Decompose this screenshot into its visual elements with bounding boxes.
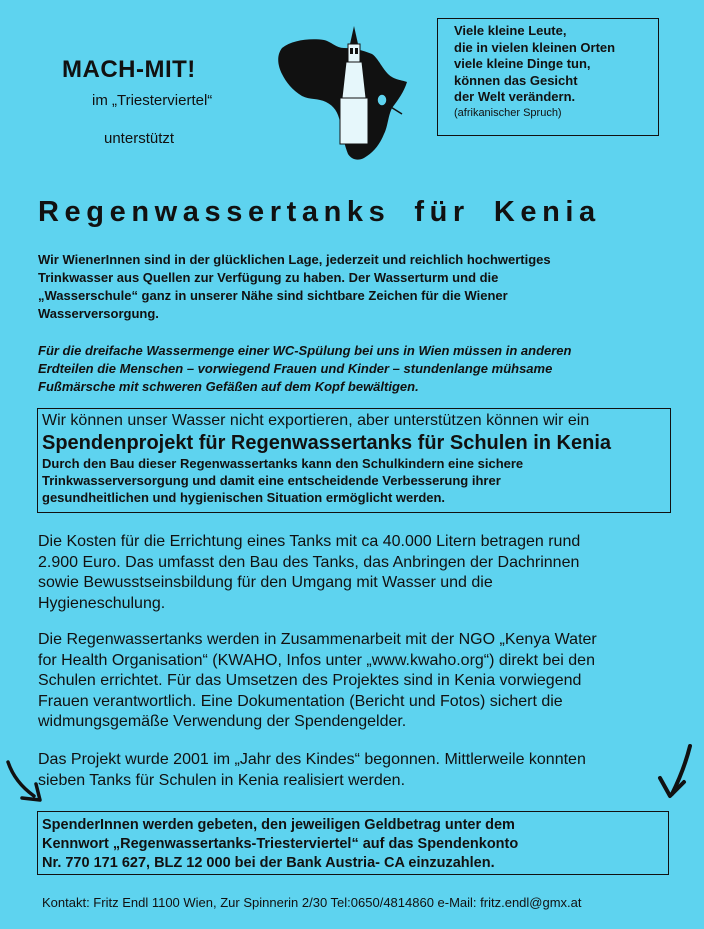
text-line: Erdteilen die Menschen – vorwiegend Frauen und Kinder – stundenlange mühsame [38,361,553,376]
text-line: Durch den Bau dieser Regenwassertanks kann den Schulkindern eine sichere [42,456,524,471]
text-line: Fußmärsche mit schweren Gefäßen auf dem Kopf bewältigen. [38,379,419,394]
text-line: „Wasserschule“ ganz in unserer Nähe sind sichtbare Zeichen für die Wiener [38,288,508,303]
project-box [37,408,671,513]
quote-line: Viele kleine Leute, [454,23,567,38]
tower-top [350,26,358,44]
text-line: Trinkwasserversorgung und damit eine entscheidende Verbesserung ihrer [42,473,501,488]
text-line: Schulen errichtet. Für das Umsetzen des Projektes sind in Kenia vorwiegend [38,672,582,689]
ngo-paragraph [38,630,597,733]
quote-line: die in vielen kleinen Orten [454,39,616,55]
text-line: gesundheitlichen und hygienischen Situation ermöglicht werden. [42,490,446,505]
quote-line: viele kleine Dinge tun, [454,56,591,71]
text-line: Frauen verantwortlich. Eine Dokumentation (Bericht und Fotos) sichert die [38,692,563,710]
arrow-down-icon [652,742,696,800]
text-line: 2.900 Euro. Das umfasst den Bau des Tanks, das Anbringen der Dachrinnen [38,553,580,571]
project-description [42,455,670,506]
text-line: for Health Organisation“ (KWAHO, Infos unter „www.kwaho.org“) direkt bei den [38,651,595,669]
intro-paragraph [38,251,551,323]
text-line: Trinkwasser aus Quellen zur Verfügung zu haben. Der Wasserturm und die [38,270,499,285]
quote-box [437,18,659,136]
donation-box [37,811,669,875]
text-line: SpenderInnen werden gebeten, den jeweiligen Geldbetrag unter dem [42,817,515,833]
title-word: Regenwassertanks [38,196,391,228]
project-heading: Spendenprojekt für Regenwassertanks für Schulen in Kenia [42,432,612,454]
title-word: Kenia [493,196,601,228]
quote-source: (afrikanischer Spruch) [454,106,562,119]
quote-line: der Welt verändern. [454,89,576,104]
africa-map-icon [262,18,412,163]
text-line: sowie Bewusstseinsbildung für den Umgang mit Wasser und die [38,574,493,591]
project-intro-line: Wir können unser Wasser nicht exportieren, aber unterstützen können wir ein [42,412,590,429]
arrow-down-right-icon [4,760,44,802]
title-word: für [414,196,470,228]
text-line: Das Projekt wurde 2001 im „Jahr des Kindes“ begonnen. Mittlerweile konnten [38,751,586,768]
history-paragraph [38,750,586,791]
text-line: Die Regenwassertanks werden in Zusammenarbeit mit der NGO „Kenya Water [38,631,597,648]
campaign-subtitle: im „Triesterviertel“ [92,92,213,109]
supports-label: unterstützt [104,130,175,147]
text-line: Wir WienerInnen sind in der glücklichen Lage, jederzeit und reichlich hochwertiges [38,252,551,267]
text-line: sieben Tanks für Schulen in Kenia realisiert werden. [38,771,406,789]
page-title [38,196,601,229]
italic-paragraph [38,342,571,396]
text-line: Kennwort „Regenwassertanks-Triesterviertel“ auf das Spendenkonto [42,836,519,852]
text-line: Wasserversorgung. [38,306,159,321]
quote-line: können das Gesicht [454,72,578,88]
costs-paragraph [38,532,580,614]
text-line: Hygieneschulung. [38,594,166,612]
text-line: widmungsgemäße Verwendung der Spendengelder. [38,713,407,730]
text-line: Nr. 770 171 627, BLZ 12 000 bei der Bank Austria- CA einzuzahlen. [42,855,495,871]
text-line: Für die dreifache Wassermenge einer WC-Spülung bei uns in Wien müssen in anderen [38,343,572,358]
campaign-title: MACH-MIT! [62,56,196,83]
text-line: Die Kosten für die Errichtung eines Tanks mit ca 40.000 Litern betragen rund [38,533,581,550]
contact-line: Kontakt: Fritz Endl 1100 Wien, Zur Spinnerin 2/30 Tel:0650/4814860 e-Mail: fritz.endl@gmx.at [42,895,582,910]
